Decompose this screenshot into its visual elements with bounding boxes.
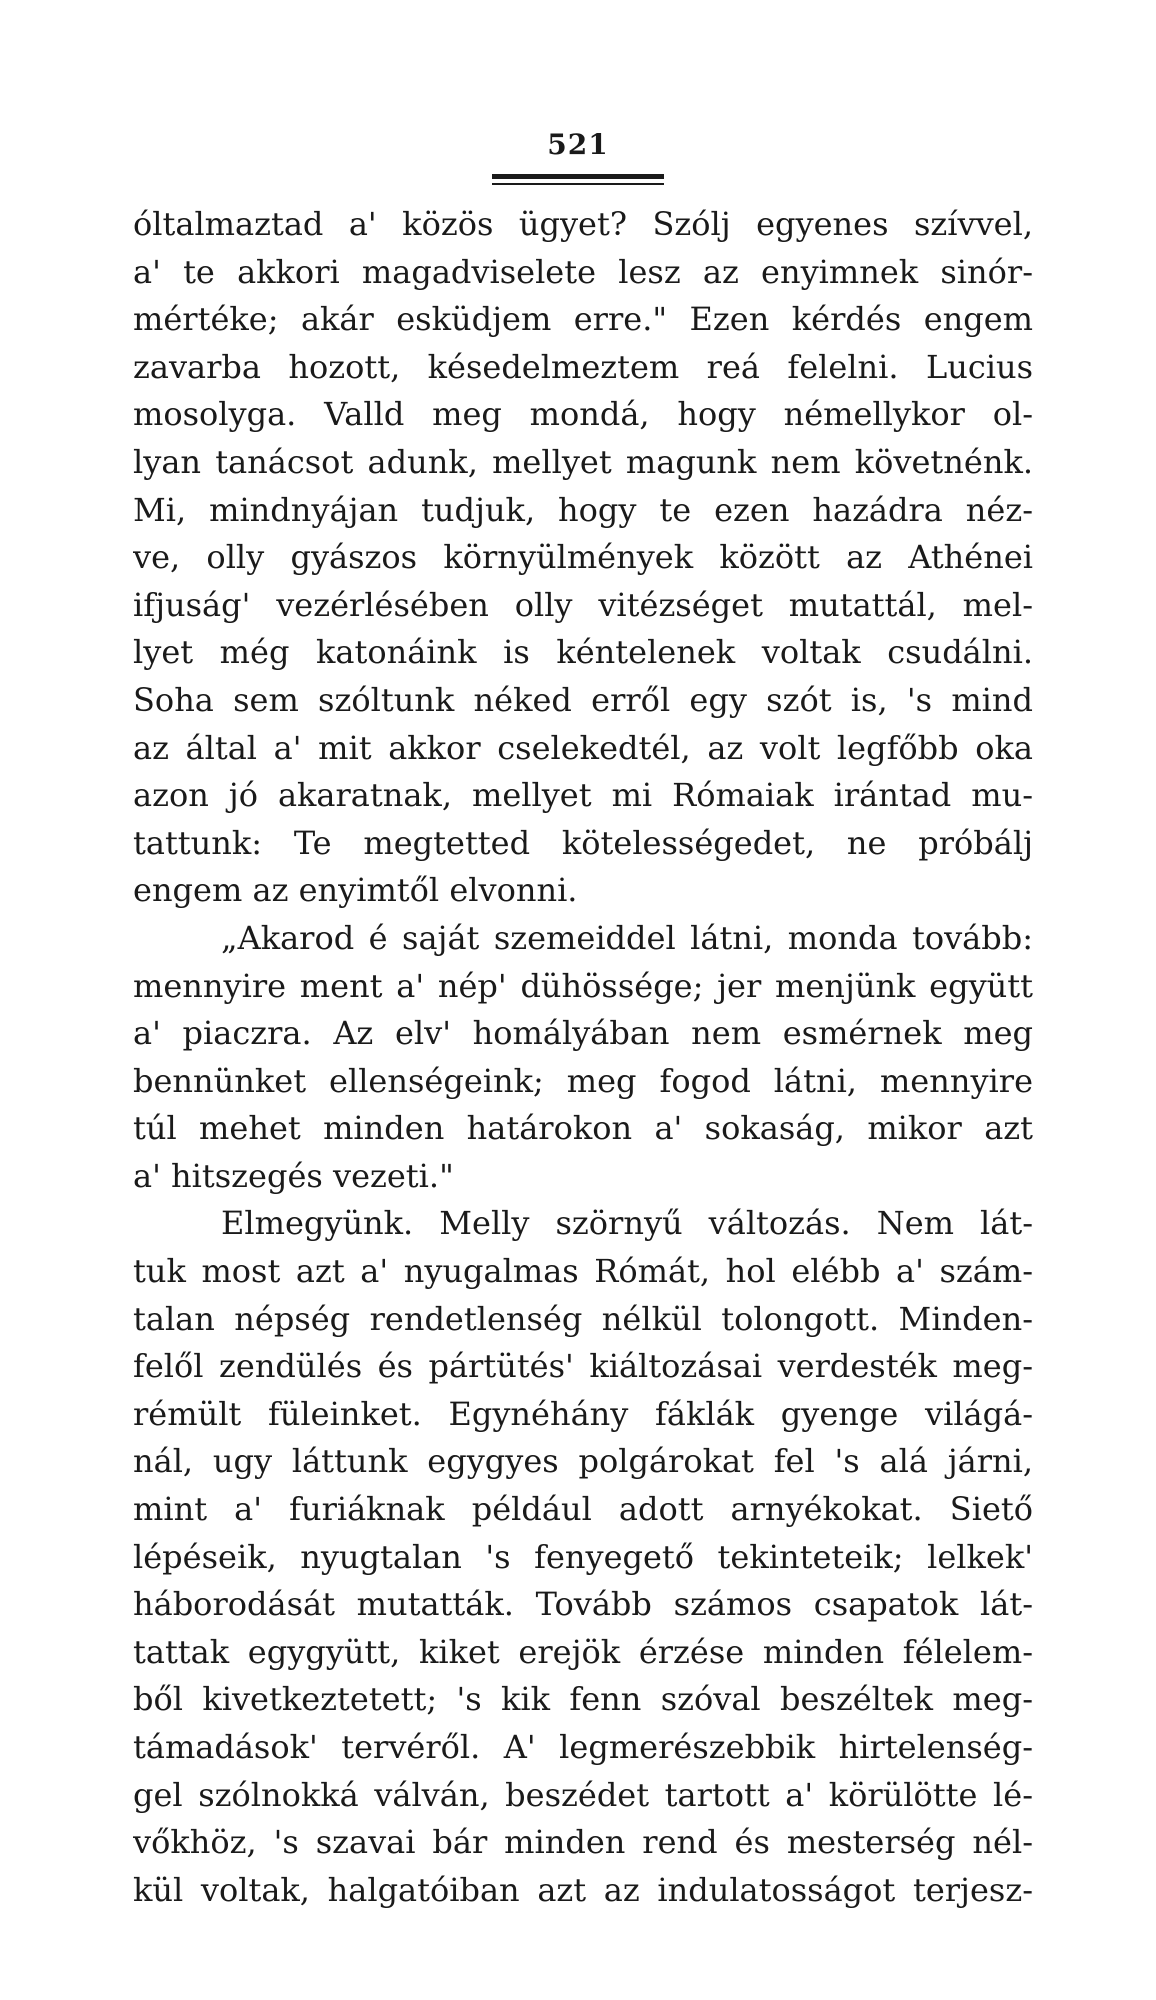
text-line: óltalmaztad a' közös ügyet? Szólj egyenes szívvel,	[133, 205, 1033, 243]
text-line: vőkhöz, 's szavai bár minden rend és mesterség nél-	[133, 1823, 1033, 1862]
header-rule-thick	[492, 174, 664, 179]
text-line: ve, olly gyászos környülmények között az Athénei	[133, 538, 1033, 577]
text-line: tuk most azt a' nyugalmas Rómát, hol elébb a' szám-	[133, 1252, 1033, 1291]
text-line: rémült füleinket. Egynéhány fáklák gyenge világá-	[133, 1394, 1033, 1433]
text-line: nál, ugy láttunk egygyes polgárokat fel 's alá járni,	[133, 1442, 1033, 1481]
text-line: talan népség rendetlenség nélkül tolongott. Minden-	[133, 1299, 1033, 1338]
text-line: a' hitszegés vezeti."	[133, 1156, 454, 1195]
text-line: Elmegyünk. Melly szörnyű változás. Nem lát-	[221, 1204, 1033, 1243]
text-line: túl mehet minden határokon a' sokaság, mikor azt	[133, 1109, 1033, 1148]
text-line: lyet még katonáink is kéntelenek voltak csudálni.	[133, 633, 1033, 672]
body-text	[133, 201, 1033, 1914]
text-line: Mi, mindnyájan tudjuk, hogy te ezen hazádra néz-	[133, 490, 1033, 529]
header-rule-thin	[492, 183, 664, 185]
text-line: kül voltak, halgatóiban azt az indulatosságot terjesz-	[133, 1870, 1033, 1909]
text-line: Soha sem szóltunk néked erről egy szót is, 's mind	[133, 680, 1033, 719]
text-line: támadások' tervéről. A' legmerészebbik hirtelenség-	[133, 1728, 1033, 1766]
text-line: azon jó akaratnak, mellyet mi Rómaiak irántad mu-	[133, 776, 1033, 815]
text-line: a' te akkori magadviselete lesz az enyimnek sinór-	[133, 252, 1033, 291]
text-line: mint a' furiáknak például adott arnyékokat. Siető	[133, 1490, 1033, 1529]
text-line: a' piaczra. Az elv' homályában nem esmérnek meg	[133, 1014, 1033, 1053]
text-line: ifjuság' vezérlésében olly vitézséget mutattál, mel-	[133, 585, 1033, 624]
text-line: gel szólnokká válván, beszédet tartott a' körülötte lé-	[133, 1775, 1033, 1814]
text-line: bennünket ellenségeink; meg fogod látni, mennyire	[133, 1061, 1033, 1100]
text-line: tattak egygyütt, kiket erejök érzése minden félelem-	[133, 1632, 1033, 1671]
text-line: felől zendülés és pártütés' kiáltozásai verdesték meg-	[133, 1347, 1033, 1386]
text-line: tattunk: Te megtetted kötelességedet, ne próbálj	[133, 823, 1033, 862]
text-line: háborodását mutatták. Tovább számos csapatok lát-	[133, 1585, 1033, 1624]
text-line: az által a' mit akkor cselekedtél, az volt legfőbb oka	[133, 728, 1033, 767]
text-line: lyan tanácsot adunk, mellyet magunk nem követnénk.	[133, 442, 1033, 481]
page-number: 521	[547, 128, 609, 161]
text-line: mosolyga. Valld meg mondá, hogy némellykor ol-	[133, 395, 1033, 434]
text-line: zavarba hozott, késedelmeztem reá felelni. Lucius	[133, 347, 1033, 386]
text-line: „Akarod é saját szemeiddel látni, monda tovább:	[221, 918, 1033, 957]
text-line: ből kivetkeztetett; 's kik fenn szóval beszéltek meg-	[133, 1680, 1033, 1719]
text-line: mértéke; akár esküdjem erre." Ezen kérdés engem	[133, 300, 1033, 339]
text-line: mennyire ment a' nép' dühössége; jer menjünk együtt	[133, 966, 1033, 1005]
text-line: engem az enyimtől elvonni.	[133, 871, 578, 910]
text-line: lépéseik, nyugtalan 's fenyegető tekinteteik; lelkek'	[133, 1537, 1033, 1576]
